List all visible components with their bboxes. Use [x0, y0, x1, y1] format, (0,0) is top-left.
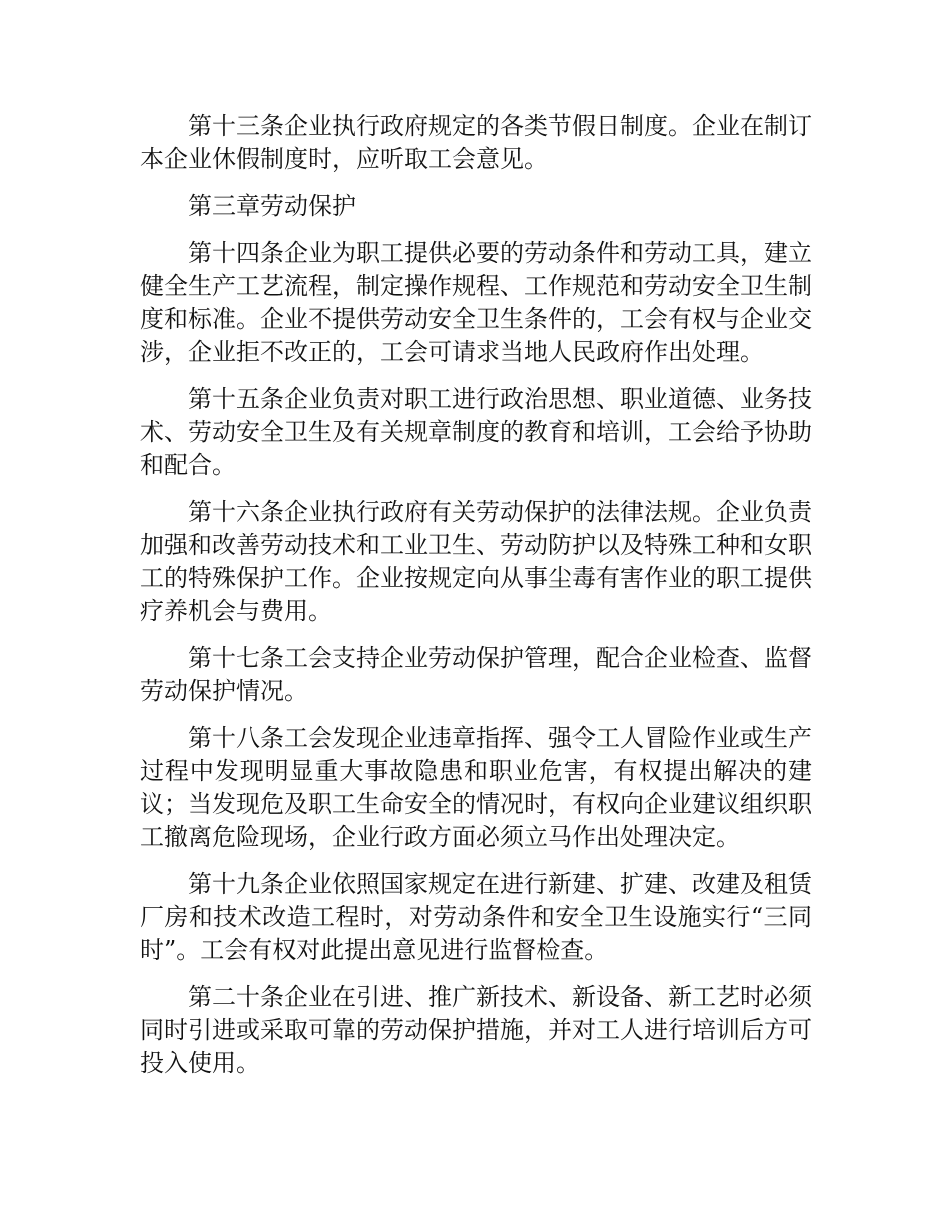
document-page	[140, 110, 812, 1094]
paragraph-article-17: 第十七条工会支持企业劳动保护管理，配合企业检查、监督劳动保护情况。	[140, 644, 812, 705]
paragraph-article-16: 第十六条企业执行政府有关劳动保护的法律法规。企业负责加强和改善劳动技术和工业卫生、劳动防护以及特殊工种和女职工的特殊保护工作。企业按规定向从事尘毒有害作业的职工提供疗养机会与费用。	[140, 498, 812, 625]
paragraph-article-13: 第十三条企业执行政府规定的各类节假日制度。企业在制订本企业休假制度时，应听取工会意见。	[140, 112, 812, 173]
paragraph-article-19: 第十九条企业依照国家规定在进行新建、扩建、改建及租赁厂房和技术改造工程时，对劳动条件和安全卫生设施实行“三同时”。工会有权对此提出意见进行监督检查。	[140, 870, 812, 964]
paragraph-article-20: 第二十条企业在引进、推广新技术、新设备、新工艺时必须同时引进或采取可靠的劳动保护措施，并对工人进行培训后方可投入使用。	[140, 983, 812, 1077]
paragraph-article-18: 第十八条工会发现企业违章指挥、强令工人冒险作业或生产过程中发现明显重大事故隐患和职业危害，有权提出解决的建议；当发现危及职工生命安全的情况时，有权向企业建议组织职工撤离危险现场，企业行政方面必须立马作出处理决定。	[140, 724, 812, 851]
paragraph-article-14: 第十四条企业为职工提供必要的劳动条件和劳动工具，建立健全生产工艺流程，制定操作规程、工作规范和劳动安全卫生制度和标准。企业不提供劳动安全卫生条件的，工会有权与企业交涉，企业拒不改正的，工会可请求当地人民政府作出处理。	[140, 239, 812, 366]
paragraph-article-15: 第十五条企业负责对职工进行政治思想、职业道德、业务技术、劳动安全卫生及有关规章制度的教育和培训，工会给予协助和配合。	[140, 385, 812, 479]
chapter-heading-labor-protection: 第三章劳动保护	[188, 192, 356, 220]
